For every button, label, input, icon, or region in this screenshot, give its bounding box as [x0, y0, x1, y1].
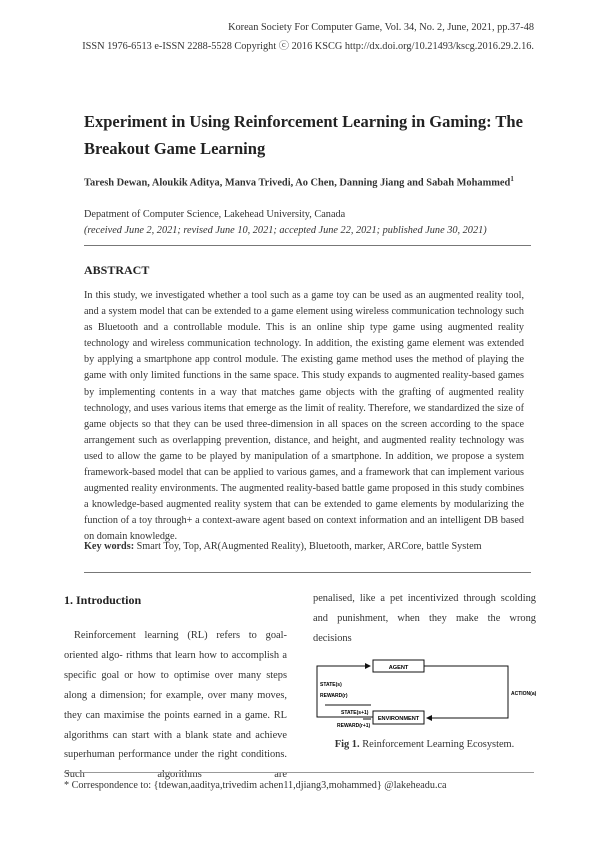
issn-line: ISSN 1976-6513 e-ISSN 2288-5528 Copyright ⓒ 2016 KSCG http://dx.doi.org/10.21493/kscg.2016.29.2.16. — [82, 41, 534, 52]
intro-right-column — [313, 589, 536, 649]
rl-ecosystem-diagram — [313, 657, 539, 735]
paper-title — [84, 108, 524, 162]
agent-label: AGENT — [388, 665, 409, 671]
figure-caption-label: Fig 1. — [334, 739, 360, 750]
environment-label: ENVIRONMENT — [377, 716, 420, 722]
intro-paragraph-continued: penalised, like a pet incentivized through scolding and punishment, when they make the wrong decisions — [313, 593, 536, 644]
footnote-divider — [64, 772, 534, 773]
figure-caption-text: Reinforcement Learning Ecosystem. — [362, 739, 515, 750]
keywords-text: Smart Toy, Top, AR(Augmented Reality), Bluetooth, marker, ARCore, battle System — [136, 541, 482, 552]
affiliation: Depatment of Computer Science, Lakehead University, Canada — [84, 209, 346, 220]
keywords-label: Key words: — [84, 541, 135, 552]
reward-label: REWARD(r) — [320, 693, 348, 699]
figure-caption — [313, 739, 536, 750]
keywords — [84, 541, 524, 552]
abstract-heading: ABSTRACT — [84, 263, 150, 277]
title-line-2: Breakout Game Learning — [84, 139, 266, 158]
next-state-label: STATE(s+1) — [341, 710, 369, 716]
action-arrow — [424, 666, 508, 718]
next-reward-label: REWARD(r+1) — [337, 723, 371, 729]
author-footnote-mark: 1 — [510, 175, 514, 183]
correspondence-footnote: * Correspondence to: {tdewan,aaditya,trivedim achen11,djiang3,mohammed} @lakeheadu.ca — [64, 780, 447, 791]
abstract-body: In this study, we investigated whether a tool such as a game toy can be used as an augmented reality tool, and a system model that can be extended to a game element using wireless communication technology such as Bluetooth and a controllable module. This is an online ship type game using augmented reality technology and wireless communication technology. In addition, the existing game element was extended by applying a smartphone app control module. The existing game method uses the method of playing the game with only limited functions in the same space. This study expands to augmented reality-based games by implementing contents in a way that matches game objects with the grafting of augmented reality technology, and uses various items that emerge as the limit of reality. Therefore, we standardized the size of game objects so that they can be used three-dimension in all spaces on the screen according to the space arrangement such as overlapping prevention, distance, and height, and augmented reality technology was used to allow the game to be played by manipulation of a smartphone. In addition, we propose a system framework-based model that can be applied to various games, and a framework that can implement various augmented reality environments. The augmented reality-based battle game proposed in this study combines a knowledge-based augmented reality system that can be extended to game elements by modularizing the function of a toy through+ a context-aware agent based on context information and an intelligent DB based on domain knowledge. — [84, 290, 524, 543]
title-line-1: Experiment in Using Reinforcement Learning in Gaming: The — [84, 112, 523, 131]
intro-paragraph: Reinforcement learning (RL) refers to goal-oriented algo- rithms that learn how to accomplish a specific goal or how to optimise over many steps along a dimension; for example, over many moves, they can maximise the points earned in a game. RL algorithms can start with a blank state and achieve superhuman performance under the right conditions. Such algorithms are — [64, 630, 287, 781]
action-label: ACTION(a) — [511, 691, 537, 697]
author-names: Taresh Dewan, Aloukik Aditya, Manva Trivedi, Ao Chen, Danning Jiang and Sabah Mohammed — [84, 177, 511, 189]
divider-top — [84, 245, 531, 246]
section-heading-introduction: 1. Introduction — [64, 593, 142, 607]
journal-header: Korean Society For Computer Game, Vol. 34, No. 2, June, 2021, pp.37-48 — [228, 22, 534, 33]
intro-left-column — [64, 626, 287, 785]
state-label: STATE(s) — [320, 682, 342, 688]
author-list — [84, 175, 514, 188]
divider-abstract-end — [84, 572, 531, 573]
publication-dates: (received June 2, 2021; revised June 10, 2021; accepted June 22, 2021; published June 30, 2021) — [84, 225, 487, 236]
